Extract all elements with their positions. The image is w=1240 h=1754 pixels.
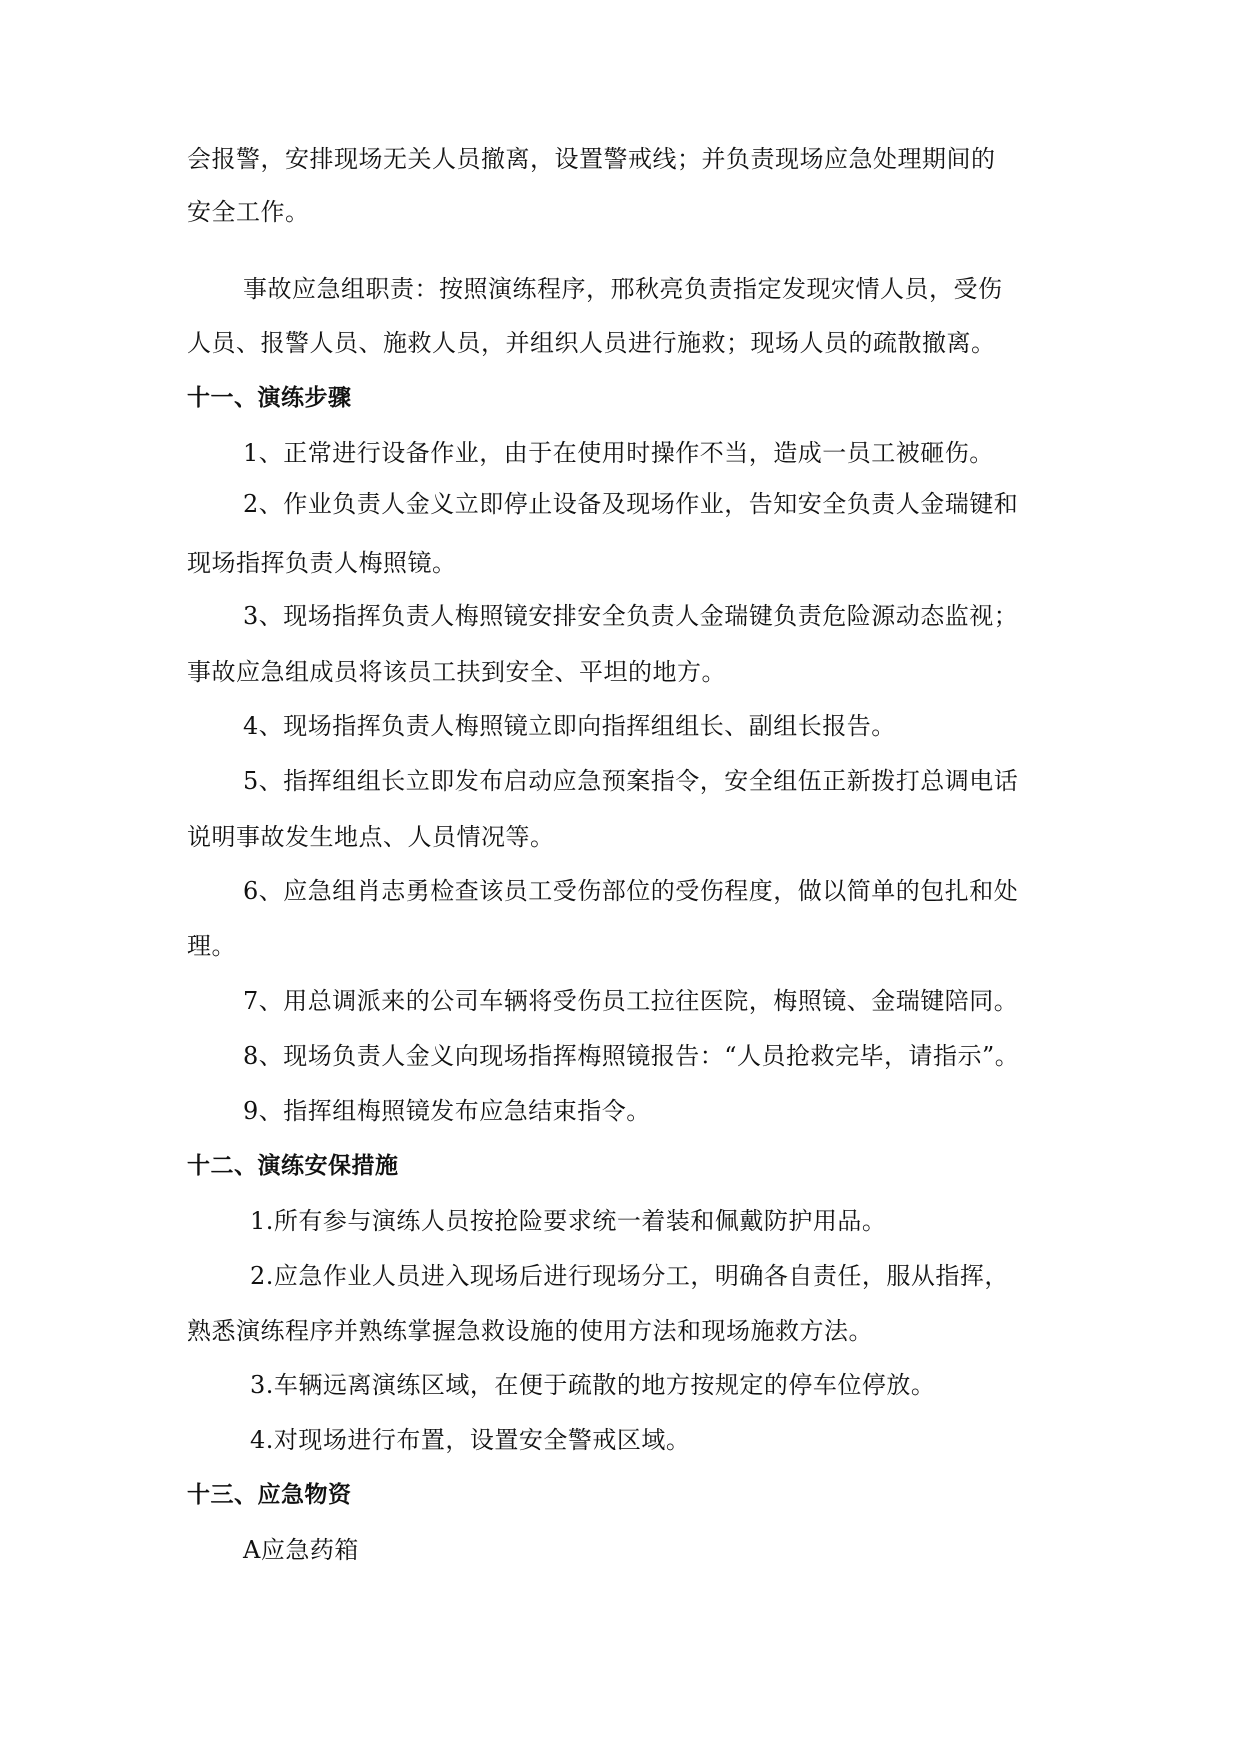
paragraph-line: 说明事故发生地点、人员情况等。 [187,823,555,851]
list-item: 8、现场负责人金义向现场指挥梅照镜报告：“人员抢救完毕，请指示”。 [243,1042,1020,1070]
section-heading: 十一、演练步骤 [187,385,352,411]
list-item: 4.对现场进行布置，设置安全警戒区域。 [250,1426,691,1454]
list-item: 1.所有参与演练人员按抢险要求统一着装和佩戴防护用品。 [250,1207,887,1235]
paragraph-line: 会报警，安排现场无关人员撤离，设置警戒线；并负责现场应急处理期间的 [187,145,996,173]
list-item: 1、正常进行设备作业，由于在使用时操作不当，造成一员工被砸伤。 [243,439,994,467]
list-item: 4、现场指挥负责人梅照镜立即向指挥组组长、副组长报告。 [243,712,896,740]
paragraph-line: 熟悉演练程序并熟练掌握急救设施的使用方法和现场施救方法。 [187,1317,873,1345]
list-item: 3、现场指挥负责人梅照镜安排安全负责人金瑞键负责危险源动态监视； [243,602,1019,630]
list-item: 3.车辆远离演练区域，在便于疏散的地方按规定的停车位停放。 [250,1371,936,1399]
list-item: 2、作业负责人金义立即停止设备及现场作业，告知安全负责人金瑞键和 [243,490,1019,518]
paragraph-line: 事故应急组职责：按照演练程序，邢秋亮负责指定发现灾情人员，受伤 [243,275,1003,303]
list-item: 7、用总调派来的公司车辆将受伤员工拉往医院，梅照镜、金瑞键陪同。 [243,987,1019,1015]
list-item: 6、应急组肖志勇检查该员工受伤部位的受伤程度，做以简单的包扎和处 [243,877,1019,905]
list-item: 5、指挥组组长立即发布启动应急预案指令，安全组伍正新拨打总调电话 [243,767,1019,795]
section-heading: 十二、演练安保措施 [187,1153,399,1179]
list-item: A应急药箱 [243,1536,359,1564]
list-item: 2.应急作业人员进入现场后进行现场分工，明确各自责任，服从指挥， [250,1262,1009,1290]
paragraph-line: 安全工作。 [187,198,310,226]
section-heading: 十三、应急物资 [187,1482,352,1508]
paragraph-line: 人员、报警人员、施救人员，并组织人员进行施救；现场人员的疏散撤离。 [187,329,996,357]
paragraph-line: 事故应急组成员将该员工扶到安全、平坦的地方。 [187,658,726,686]
paragraph-line: 现场指挥负责人梅照镜。 [187,549,457,577]
list-item: 9、指挥组梅照镜发布应急结束指令。 [243,1097,651,1125]
paragraph-line: 理。 [187,932,236,960]
